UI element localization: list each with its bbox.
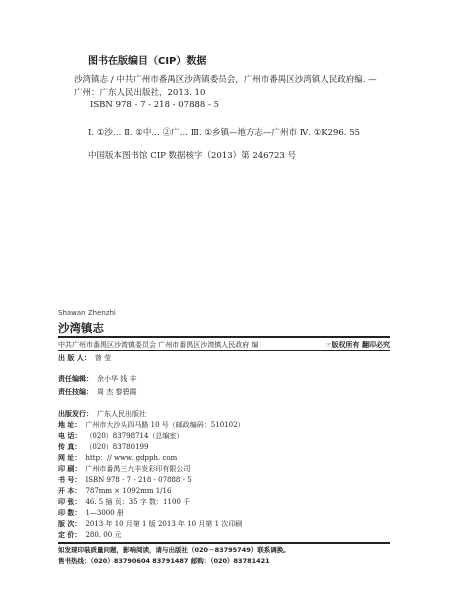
spec-value: 2013 年 10 月第 1 版 2013 年 10 月第 1 次印刷 bbox=[85, 520, 243, 528]
spec-row bbox=[58, 442, 148, 452]
spec-value: 1—3000 册 bbox=[85, 509, 124, 517]
rule-top bbox=[58, 336, 390, 338]
staff-label: 出 版 人： bbox=[58, 354, 91, 362]
spec-label: 定 价： bbox=[58, 531, 82, 539]
cip-isbn: ISBN 978 - 7 - 218 - 07888 - 5 bbox=[90, 100, 219, 110]
spec-row bbox=[58, 497, 190, 507]
spec-value: http：// www. gdpph. com bbox=[85, 454, 178, 462]
spec-label: 印 数： bbox=[58, 509, 82, 517]
authors-line bbox=[58, 340, 390, 350]
authors: 中共广州市番禺区沙湾镇委员会 广州市番禺区沙湾镇人民政府 编 bbox=[58, 341, 259, 349]
spec-label: 书 号： bbox=[58, 476, 82, 484]
spec-value: 广州市大沙头四马路 10 号（邮政编码：510102） bbox=[85, 421, 245, 429]
spec-label: 传 真： bbox=[58, 443, 82, 451]
spec-row bbox=[58, 530, 121, 540]
sales-hotline: 售书热线：（020）83790604 83791487 邮购：（020）83781421 bbox=[58, 557, 270, 565]
cip-line-1: 沙湾镇志 / 中共广州市番禺区沙湾镇委员会，广州市番禺区沙湾镇人民政府编. — bbox=[74, 75, 377, 85]
book-pinyin: Shawan Zhenzhi bbox=[58, 309, 116, 317]
spec-value: 787mm × 1092mm 1/16 bbox=[85, 487, 172, 495]
spec-label: 出版发行： bbox=[58, 410, 93, 418]
cip-subjects: Ⅰ. ①沙… Ⅱ. ①中… ②广… Ⅲ. ①乡镇—地方志—广州市 Ⅳ. ①K296. 55 bbox=[88, 128, 361, 138]
spec-label: 印 张： bbox=[58, 498, 82, 506]
staff-row-tech-editor bbox=[58, 387, 136, 397]
spec-row bbox=[58, 431, 183, 441]
spec-label: 地 址： bbox=[58, 421, 82, 429]
spec-value: （020）83780199 bbox=[85, 443, 149, 451]
spec-value: 广东人民出版社 bbox=[97, 410, 146, 418]
spec-label: 网 址： bbox=[58, 454, 82, 462]
staff-row-publisher bbox=[58, 353, 111, 363]
spec-value: 46. 5 插 页：35 字 数：1100 千 bbox=[85, 498, 191, 506]
spec-row bbox=[58, 409, 146, 419]
cip-heading: 图书在版编目（CIP）数据 bbox=[88, 56, 207, 67]
spec-value: 广州市番禺三九丰发彩印有限公司 bbox=[85, 465, 191, 473]
quality-notice: 如发现印装质量问题，影响阅读，请与出版社（020－83795749）联系调换。 bbox=[58, 546, 290, 554]
staff-value: 余小华 钱 丰 bbox=[97, 375, 137, 383]
spec-row bbox=[58, 464, 190, 474]
rule-bottom bbox=[58, 542, 390, 544]
rights-notice: ☞版权所有 翻印必究 bbox=[325, 341, 390, 349]
spec-label: 印 刷： bbox=[58, 465, 82, 473]
spec-row bbox=[58, 508, 124, 518]
staff-value: 周 杰 黎碧霞 bbox=[97, 388, 137, 396]
spec-label: 电 话： bbox=[58, 432, 82, 440]
staff-row-editor bbox=[58, 374, 136, 384]
book-title: 沙湾镇志 bbox=[58, 321, 104, 335]
spec-row bbox=[58, 475, 192, 485]
spec-value: （020）83798714（总编室） bbox=[85, 432, 184, 440]
staff-label: 责任编辑： bbox=[58, 375, 93, 383]
spec-value: 280. 00 元 bbox=[85, 531, 122, 539]
staff-value: 曾 莹 bbox=[94, 354, 112, 362]
spec-row bbox=[58, 519, 242, 529]
spec-row bbox=[58, 420, 245, 430]
cip-csn: 中国版本图书馆 CIP 数据核字（2013）第 246723 号 bbox=[88, 151, 296, 161]
staff-label: 责任技编： bbox=[58, 388, 93, 396]
spec-row bbox=[58, 486, 171, 496]
rule-authors bbox=[58, 350, 390, 351]
spec-label: 版 次： bbox=[58, 520, 82, 528]
spec-label: 开 本： bbox=[58, 487, 82, 495]
spec-row bbox=[58, 453, 177, 463]
cip-line-2: 广州：广东人民出版社，2013. 10 bbox=[74, 88, 206, 98]
spec-value: ISBN 978 - 7 - 218 - 07888 - 5 bbox=[85, 476, 192, 484]
